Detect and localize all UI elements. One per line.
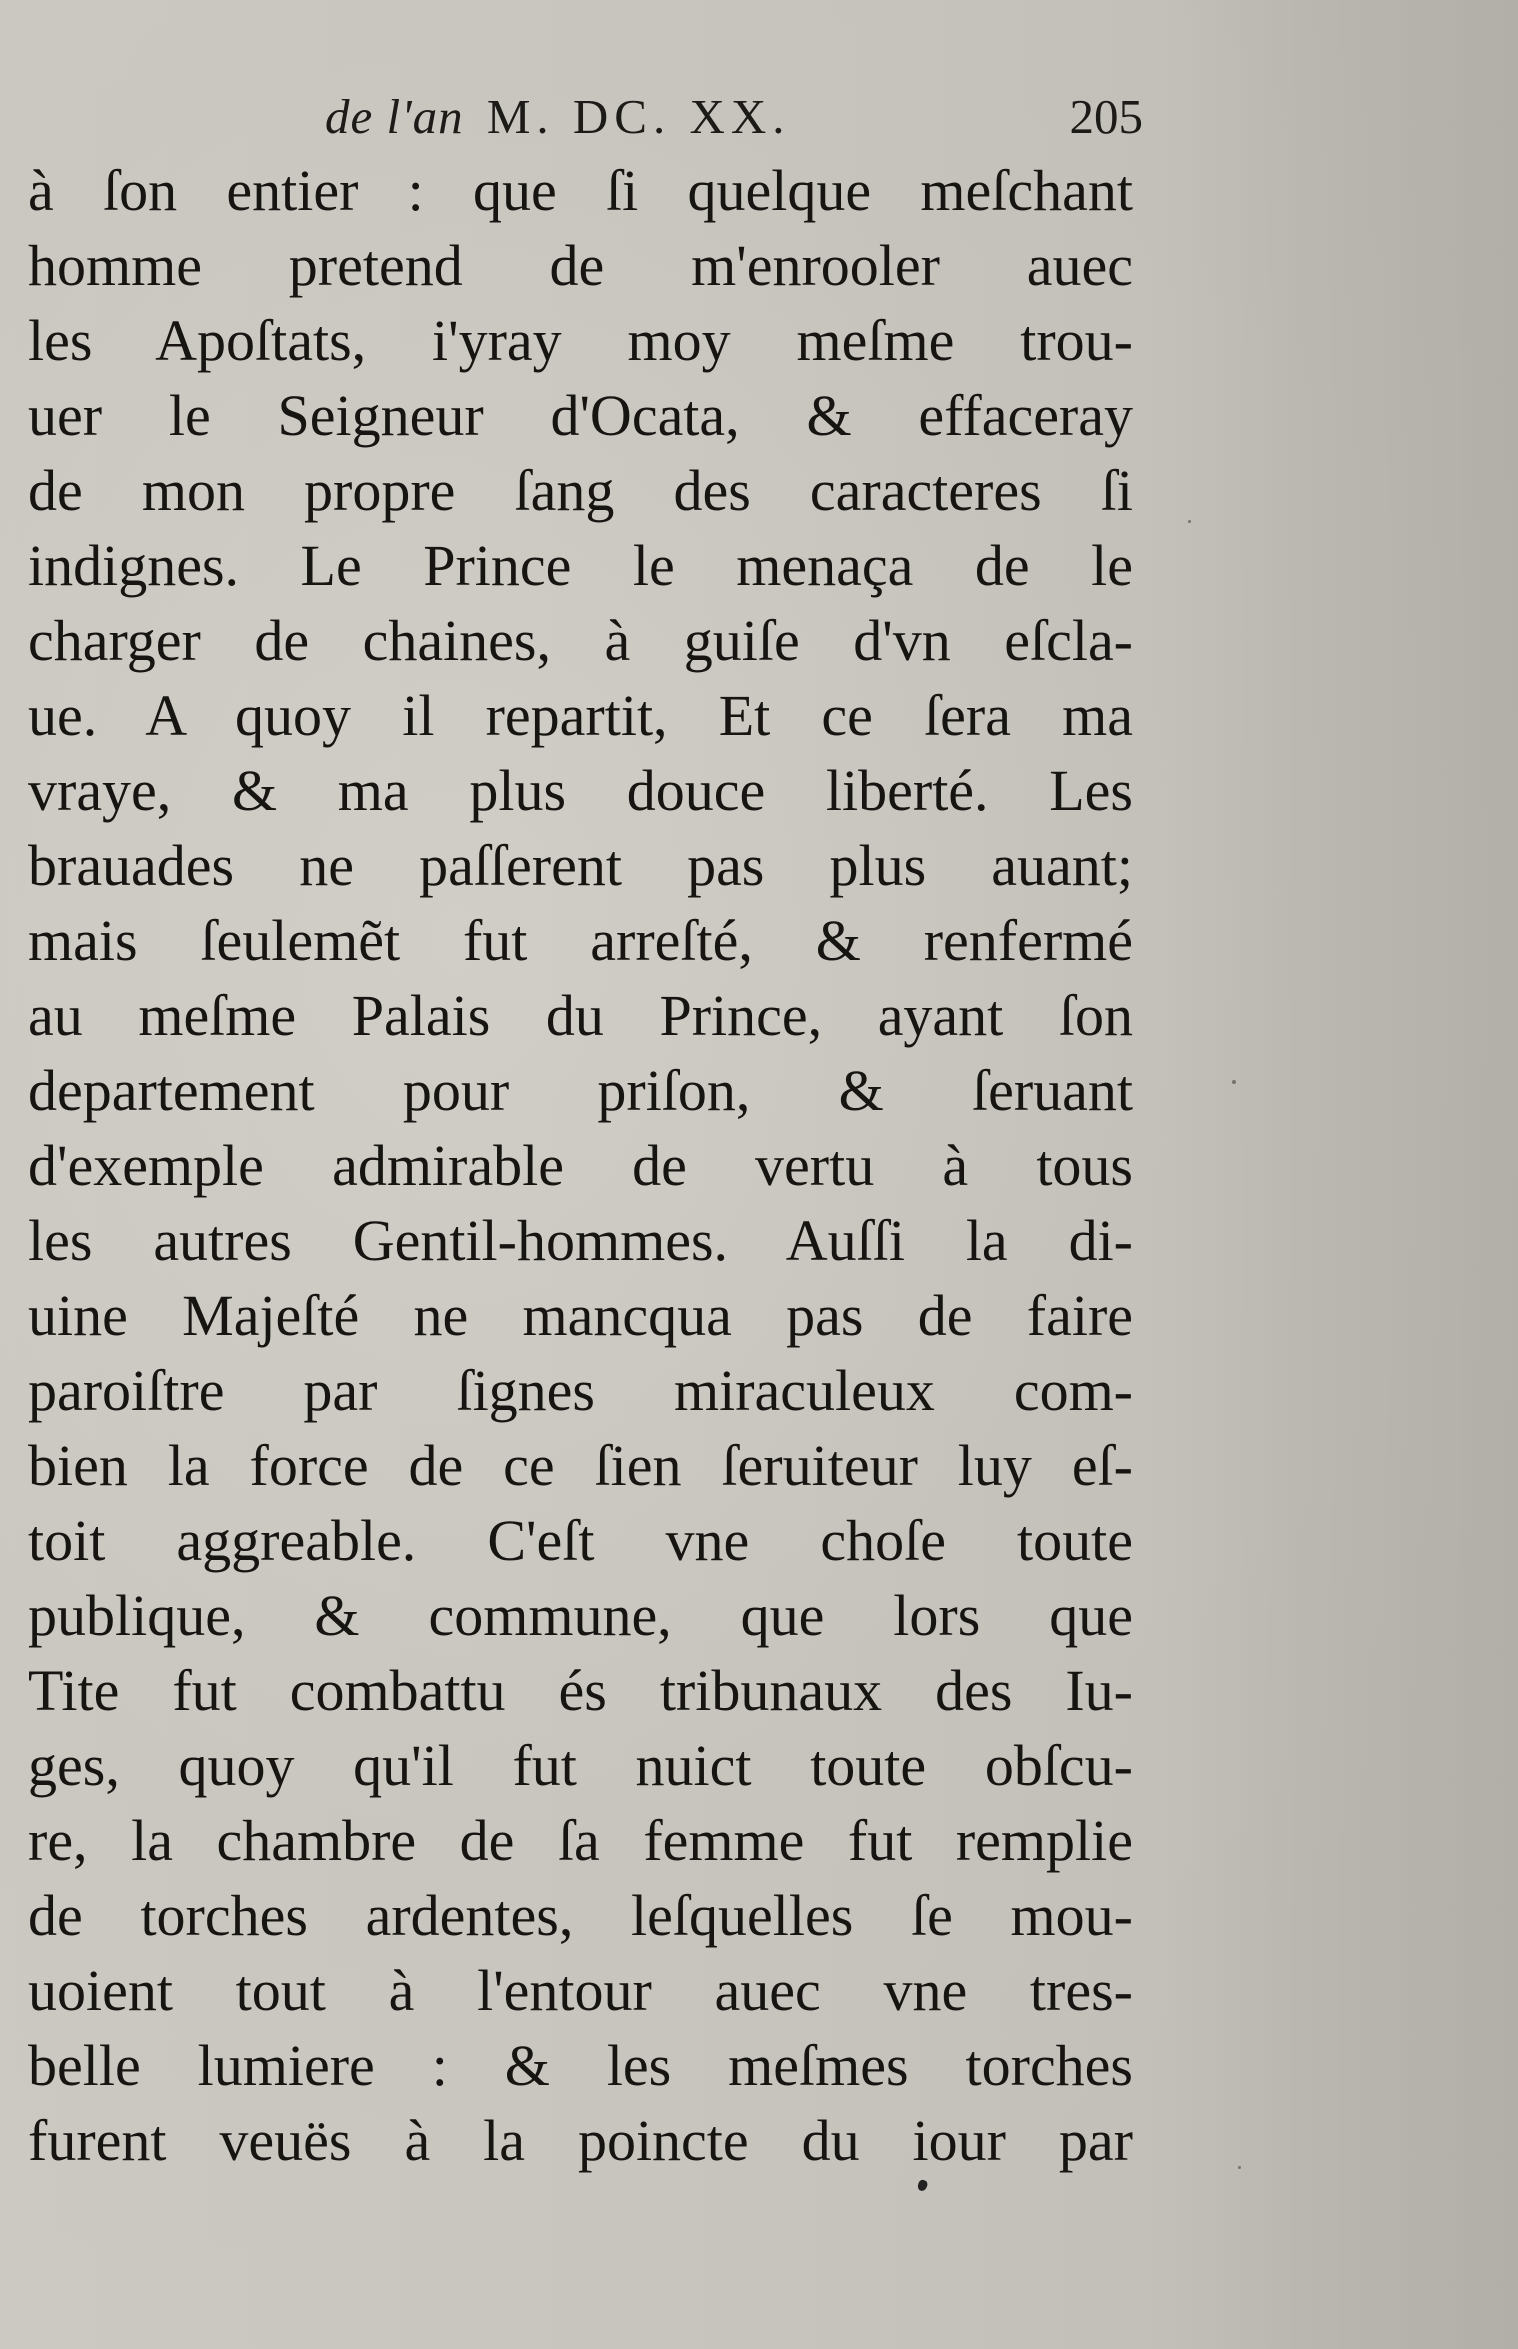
ink-dot bbox=[916, 2179, 928, 2192]
text-line: paroiſtre par ſignes miraculeux com- bbox=[28, 1358, 1133, 1423]
text-line: les autres Gentil-hommes. Auſſi la di- bbox=[28, 1208, 1133, 1273]
text-line: publique, & commune, que lors que bbox=[28, 1583, 1133, 1648]
text-line: ges, quoy qu'il fut nuict toute obſcu- bbox=[28, 1733, 1133, 1798]
text-line: de torches ardentes, leſquelles ſe mou- bbox=[28, 1883, 1133, 1948]
text-line: furent veuës à la poincte du iour par bbox=[28, 2108, 1133, 2173]
text-line: uer le Seigneur d'Ocata, & effaceray bbox=[28, 383, 1133, 448]
text-line: uine Majeſté ne mancqua pas de faire bbox=[28, 1283, 1133, 1348]
running-title bbox=[325, 88, 791, 145]
text-line: uoient tout à l'entour auec vne tres- bbox=[28, 1958, 1133, 2023]
text-line: indignes. Le Prince le menaça de le bbox=[28, 533, 1133, 598]
text-line: d'exemple admirable de vertu à tous bbox=[28, 1133, 1133, 1198]
text-line: toit aggreable. C'eſt vne choſe toute bbox=[28, 1508, 1133, 1573]
page-header bbox=[325, 82, 1145, 162]
page-edge-shadow bbox=[1155, 0, 1518, 2349]
text-line: Tite fut combattu és tribunaux des Iu- bbox=[28, 1658, 1133, 1723]
paper-speck bbox=[1188, 520, 1191, 523]
text-line: re, la chambre de ſa femme fut remplie bbox=[28, 1808, 1133, 1873]
text-line: homme pretend de m'enrooler auec bbox=[28, 233, 1133, 298]
text-line: les Apoſtats, i'yray moy meſme trou- bbox=[28, 308, 1133, 373]
text-line: belle lumiere : & les meſmes torches bbox=[28, 2033, 1133, 2098]
text-line: brauades ne paſſerent pas plus auant; bbox=[28, 833, 1133, 898]
running-title-italic: de l'an bbox=[325, 89, 464, 144]
paper-speck bbox=[1232, 1080, 1236, 1084]
text-line: charger de chaines, à guiſe d'vn eſcla- bbox=[28, 608, 1133, 673]
paper-speck bbox=[1238, 2166, 1241, 2169]
page-number: 205 bbox=[1069, 89, 1143, 144]
text-line: mais ſeulemẽt fut arreſté, & renfermé bbox=[28, 908, 1133, 973]
text-line: vraye, & ma plus douce liberté. Les bbox=[28, 758, 1133, 823]
body-text bbox=[28, 153, 1133, 2178]
text-line: bien la force de ce ſien ſeruiteur luy eſ- bbox=[28, 1433, 1133, 1498]
text-line: departement pour priſon, & ſeruant bbox=[28, 1058, 1133, 1123]
text-line: à ſon entier : que ſi quelque meſchant bbox=[28, 158, 1133, 223]
running-title-year: M. DC. XX. bbox=[486, 89, 791, 144]
text-line: ue. A quoy il repartit, Et ce ſera ma bbox=[28, 683, 1133, 748]
text-line: de mon propre ſang des caracteres ſi bbox=[28, 458, 1133, 523]
text-line: au meſme Palais du Prince, ayant ſon bbox=[28, 983, 1133, 1048]
